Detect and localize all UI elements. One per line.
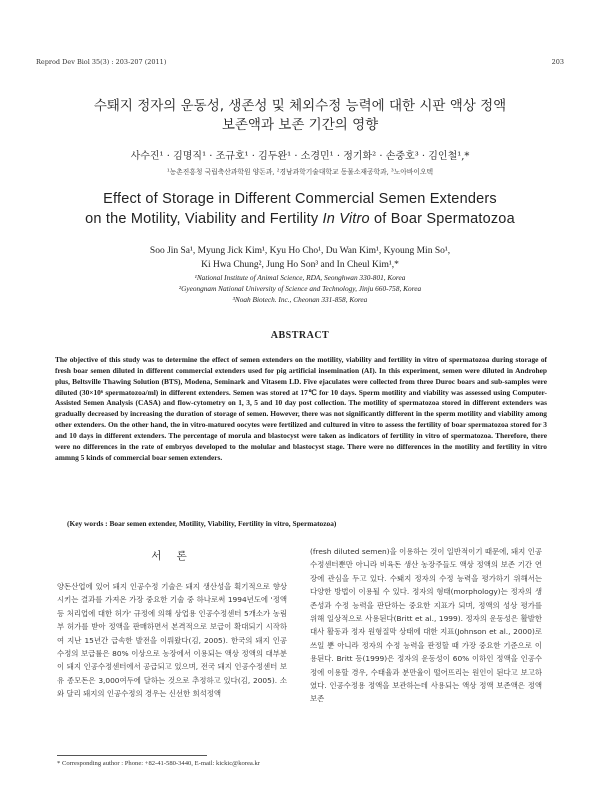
english-title-line-2-a: on the Motility, Viability and Fertility <box>85 211 323 227</box>
english-title-line-2-b: of Boar Spermatozoa <box>369 211 515 227</box>
keywords: (Key words : Boar semen extender, Motility, Viability, Fertility in vitro, Spermatozoa) <box>67 519 337 528</box>
english-title-line-1: Effect of Storage in Different Commercial Semen Extenders <box>103 191 497 207</box>
introduction-left-column: 양돈산업에 있어 돼지 인공수정 기술은 돼지 생산성을 획기적으로 향상시키는 결과를 가져온 가장 중요한 기술 중 하나로써 1994년도에 '정액 등 처리업에 대한 허가' 규정에 의해 상업용 인공수정센터 5개소가 농림부 허가를 받아 정액을 판매하면서 본격적으로 보급이 확대되기 시작하여 지난 15년간 급속한 발전을 이뤄왔다(김, 2005). 한국의 돼지 인공수정의 보급률은 80% 이상으로 농장에서 이용되는 액상 정액의 대부분이 돼지 인공수정센터에서 공급되고 있으며, 전국 돼지 인공수정센터 보유 종모돈은 3,000여두에 달하는 것으로 추정하고 있다(김, 2005). 소와 달리 돼지의 인공수정의 경우는 신선한 희석정액 <box>57 582 287 699</box>
affiliation-3: ³Noah Biotech. Inc., Cheonan 331-858, Korea <box>232 295 368 304</box>
affiliation-2: ²Gyeongnam National University of Science and Technology, Jinju 660-758, Korea <box>178 284 422 293</box>
english-authors <box>40 244 560 272</box>
korean-title-line-1: 수퇘지 정자의 운동성, 생존성 및 체외수정 능력에 대한 시판 액상 정액 <box>93 98 507 114</box>
english-title-line-2 <box>0 209 600 229</box>
english-authors-line-2: Ki Hwa Chung², Jung Ho Son³ and In Cheul Kim¹,* <box>201 260 399 270</box>
introduction-right-column: (fresh diluted semen)을 이용하는 것이 일반적이기 때문에, 돼지 인공수정센터뿐만 아니라 비육돈 생산 농장주들도 액상 정액의 보존 기간 연장에 관심을 두고 있다. 수퇘지 정자의 수정 능력을 평가하기 위해서는 다양한 방법이 이용될 수 있다. 정자의 형태(morphology)는 정자의 생존성과 수정 능력을 판단하는 중요한 지표가 되며, 정액의 성상 평가를 위해 일상적으로 사용된다(Britt et al., 1999). 정자의 운동성은 활발한 대사 활동과 정자 원형질막 상태에 대한 지표(Johnson et al., 2000)로 쓰일 뿐 아니라 정자의 수정 능력을 판정할 때 가장 중요한 기준으로 이용된다. Britt 등(1999)은 정자의 운동성이 60% 이하인 정액을 인공수정에 이용할 경우, 수태율과 분만율이 떨어뜨리는 원인이 된다고 보고하였다. 인공수정용 정액을 보관하는데 사용되는 액상 정액 보존액은 정액 보존 <box>310 547 542 704</box>
page-number: 203 <box>551 58 564 66</box>
abstract-heading: ABSTRACT <box>270 330 330 341</box>
korean-title-line-2: 보존액과 보존 기간의 영향 <box>221 117 379 133</box>
english-title <box>0 189 600 229</box>
english-authors-line-1: Soo Jin Sa¹, Myung Jick Kim¹, Kyu Ho Cho¹, Du Wan Kim¹, Kyoung Min So¹, <box>149 246 451 256</box>
korean-title <box>0 97 600 135</box>
korean-authors: 사수진¹ · 김명직¹ · 조규호¹ · 김두완¹ · 소경민¹ · 정기화² · 손중호³ · 김인철¹,* <box>130 151 470 162</box>
corresponding-author-footnote: * Corresponding author : Phone: +82-41-580-3440, E-mail: kickic@korea.kr <box>57 760 260 767</box>
journal-citation: Reprod Dev Biol 35(3) : 203-207 (2011) <box>36 58 167 66</box>
footnote-divider <box>57 755 207 756</box>
english-affiliations <box>0 272 600 305</box>
abstract-text: The objective of this study was to determine the effect of semen extenders on the motility, viability and fertility in vitro of spermatozoa during storage of fresh boar semen diluted in different commercial extenders used for pig artificial insemination (AI). In this experiment, semen were diluted in Androhep plus, Beltsville Thawing Solution (BTS), Modena, Seminark and Vitasem LD. Five ejaculates were collected from three Duroc boars and sub-samples were diluted (30×10⁶ spermatozoa/ml) in different extenders. Semen was stored at 17℃ for 10 days. Sperm motility and viability was assessed using Computer-Assisted Semen Analysis (CASA) and flow-cytometry on 1, 3, 5 and 10 day post collection. The motility of spermatozoa stored in different extenders was gradually decreased by increasing the duration of storage of semen. However, there was not significantly different in the sperm motility and viability among other extenders. On the other hand, the in vitro-matured oocytes were fertilized and cultured in vitro to assess the fertility of boar spermatozoa stored for 3 and 10 days in different extenders. The percentage of morula and blastocyst were taken as indicators of fertility in vitro of spermatozoa. Therefore, there were no differences in the rate of embryos developed to the molular and blastocyst stage. There were no differences in the motility and fertility in vitro ammng 5 kinds of commercial boar semen extenders. <box>55 355 547 462</box>
english-title-italic: In Vitro <box>322 211 370 227</box>
affiliation-1: ¹National Institute of Animal Science, RDA, Seonghwan 330-801, Korea <box>194 273 406 282</box>
running-header <box>36 58 564 66</box>
introduction-heading: 서 론 <box>151 550 193 562</box>
korean-affiliations: ¹농촌진흥청 국립축산과학원 양돈과, ²경남과학기술대학교 동물소재공학과, ³노아바이오텍 <box>166 168 434 176</box>
